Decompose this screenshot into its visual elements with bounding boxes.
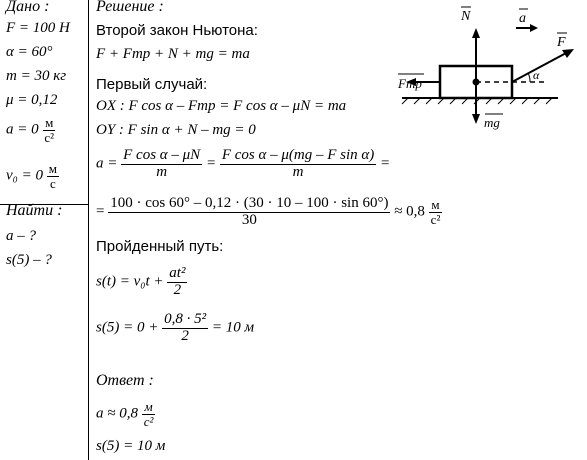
answer-acceleration: a ≈ 0,8 $\frac{м}{\text{с²}}$ bbox=[96, 399, 154, 429]
given-force: F = 100 Н bbox=[6, 20, 70, 36]
gravity-label: mg bbox=[484, 115, 500, 130]
calculation-fraction: $\frac{100 \cdot \cos 60^\circ - 0,12 \cdot (30 \cdot 10 - 100 \cdot \sin 60^\circ)}{30}$ bbox=[110, 195, 389, 228]
normal-force-arrowhead bbox=[472, 28, 480, 38]
angle-arc bbox=[528, 73, 530, 82]
ox-equation: OX : F cos α – Fтр = F cos α – μN = ma bbox=[96, 98, 347, 114]
distance-formula-fraction: $\frac{\text{at²}}{2}$ bbox=[169, 265, 186, 298]
given-friction-coeff: μ = 0,12 bbox=[6, 92, 58, 108]
answer-acceleration-unit: $\frac{м}{\text{с²}}$ bbox=[143, 399, 154, 429]
acceleration-formula: a = $\frac{\text{F cos α – μN}}{m}$ = $\frac{\text{F cos α – μ(mg – F sin α)}}{m}$ = bbox=[96, 147, 391, 180]
given-velocity-unit: $\frac{м}{с}$ bbox=[48, 161, 57, 191]
given-acceleration: a = 0 $\frac{м}{\text{с²}}$ bbox=[6, 115, 55, 145]
acceleration-fraction-2: $\frac{\text{F cos α – μ(mg – F sin α)}}{m}$ bbox=[221, 147, 375, 180]
gravity-arrowhead bbox=[472, 114, 480, 124]
find-distance: s(5) – ? bbox=[6, 252, 52, 268]
newton-law-title: Второй закон Ньютона: bbox=[96, 22, 258, 39]
angle-label: α bbox=[533, 68, 540, 82]
given-header: Дано : bbox=[6, 0, 50, 15]
acceleration-label: a bbox=[519, 11, 526, 26]
acceleration-calculation: = $\frac{100 \cdot \cos 60^\circ - 0,12 \cdot (30 \cdot 10 - 100 \cdot \sin 60^\circ)}{30}$ ≈ 0,8 $\frac{м}{\text{с²}}$ bbox=[96, 195, 441, 228]
answer-header: Ответ : bbox=[96, 372, 154, 389]
solution-header: Решение : bbox=[96, 0, 164, 15]
given-acceleration-unit: $\frac{м}{\text{с²}}$ bbox=[44, 115, 55, 145]
calculation-unit: $\frac{м}{\text{с²}}$ bbox=[430, 197, 441, 227]
distance-calc-fraction: $\frac{\text{0,8 · 5²}}{2}$ bbox=[164, 311, 207, 344]
first-case-title: Первый случай: bbox=[96, 76, 208, 93]
distance-calculation: s(5) = 0 + $\frac{\text{0,8 · 5²}}{2}$ = 10 м bbox=[96, 311, 255, 344]
acceleration-fraction-1: $\frac{\text{F cos α – μN}}{m}$ bbox=[123, 147, 201, 180]
given-angle: α = 60° bbox=[6, 44, 53, 60]
given-initial-velocity: v₀ = 0 $\frac{м}{с}$ bbox=[6, 161, 57, 191]
answer-distance: s(5) = 10 м bbox=[96, 438, 166, 454]
acceleration-arrowhead bbox=[530, 24, 538, 32]
normal-force-label: N bbox=[461, 9, 471, 24]
applied-force-arrow bbox=[512, 52, 568, 82]
distance-formula: s(t) = v₀t + $\frac{\text{at²}}{2}$ bbox=[96, 265, 186, 298]
distance-title: Пройденный путь: bbox=[96, 238, 224, 255]
newton-law-equation: F + Fтр + N + mg = ma bbox=[96, 46, 250, 62]
friction-force-label: Fтр bbox=[398, 76, 422, 91]
applied-force-label: F bbox=[557, 35, 566, 50]
find-header: Найти : bbox=[6, 202, 63, 219]
find-acceleration: a – ? bbox=[6, 228, 36, 244]
given-mass: m = 30 кг bbox=[6, 68, 67, 84]
oy-equation: OY : F sin α + N – mg = 0 bbox=[96, 122, 256, 138]
